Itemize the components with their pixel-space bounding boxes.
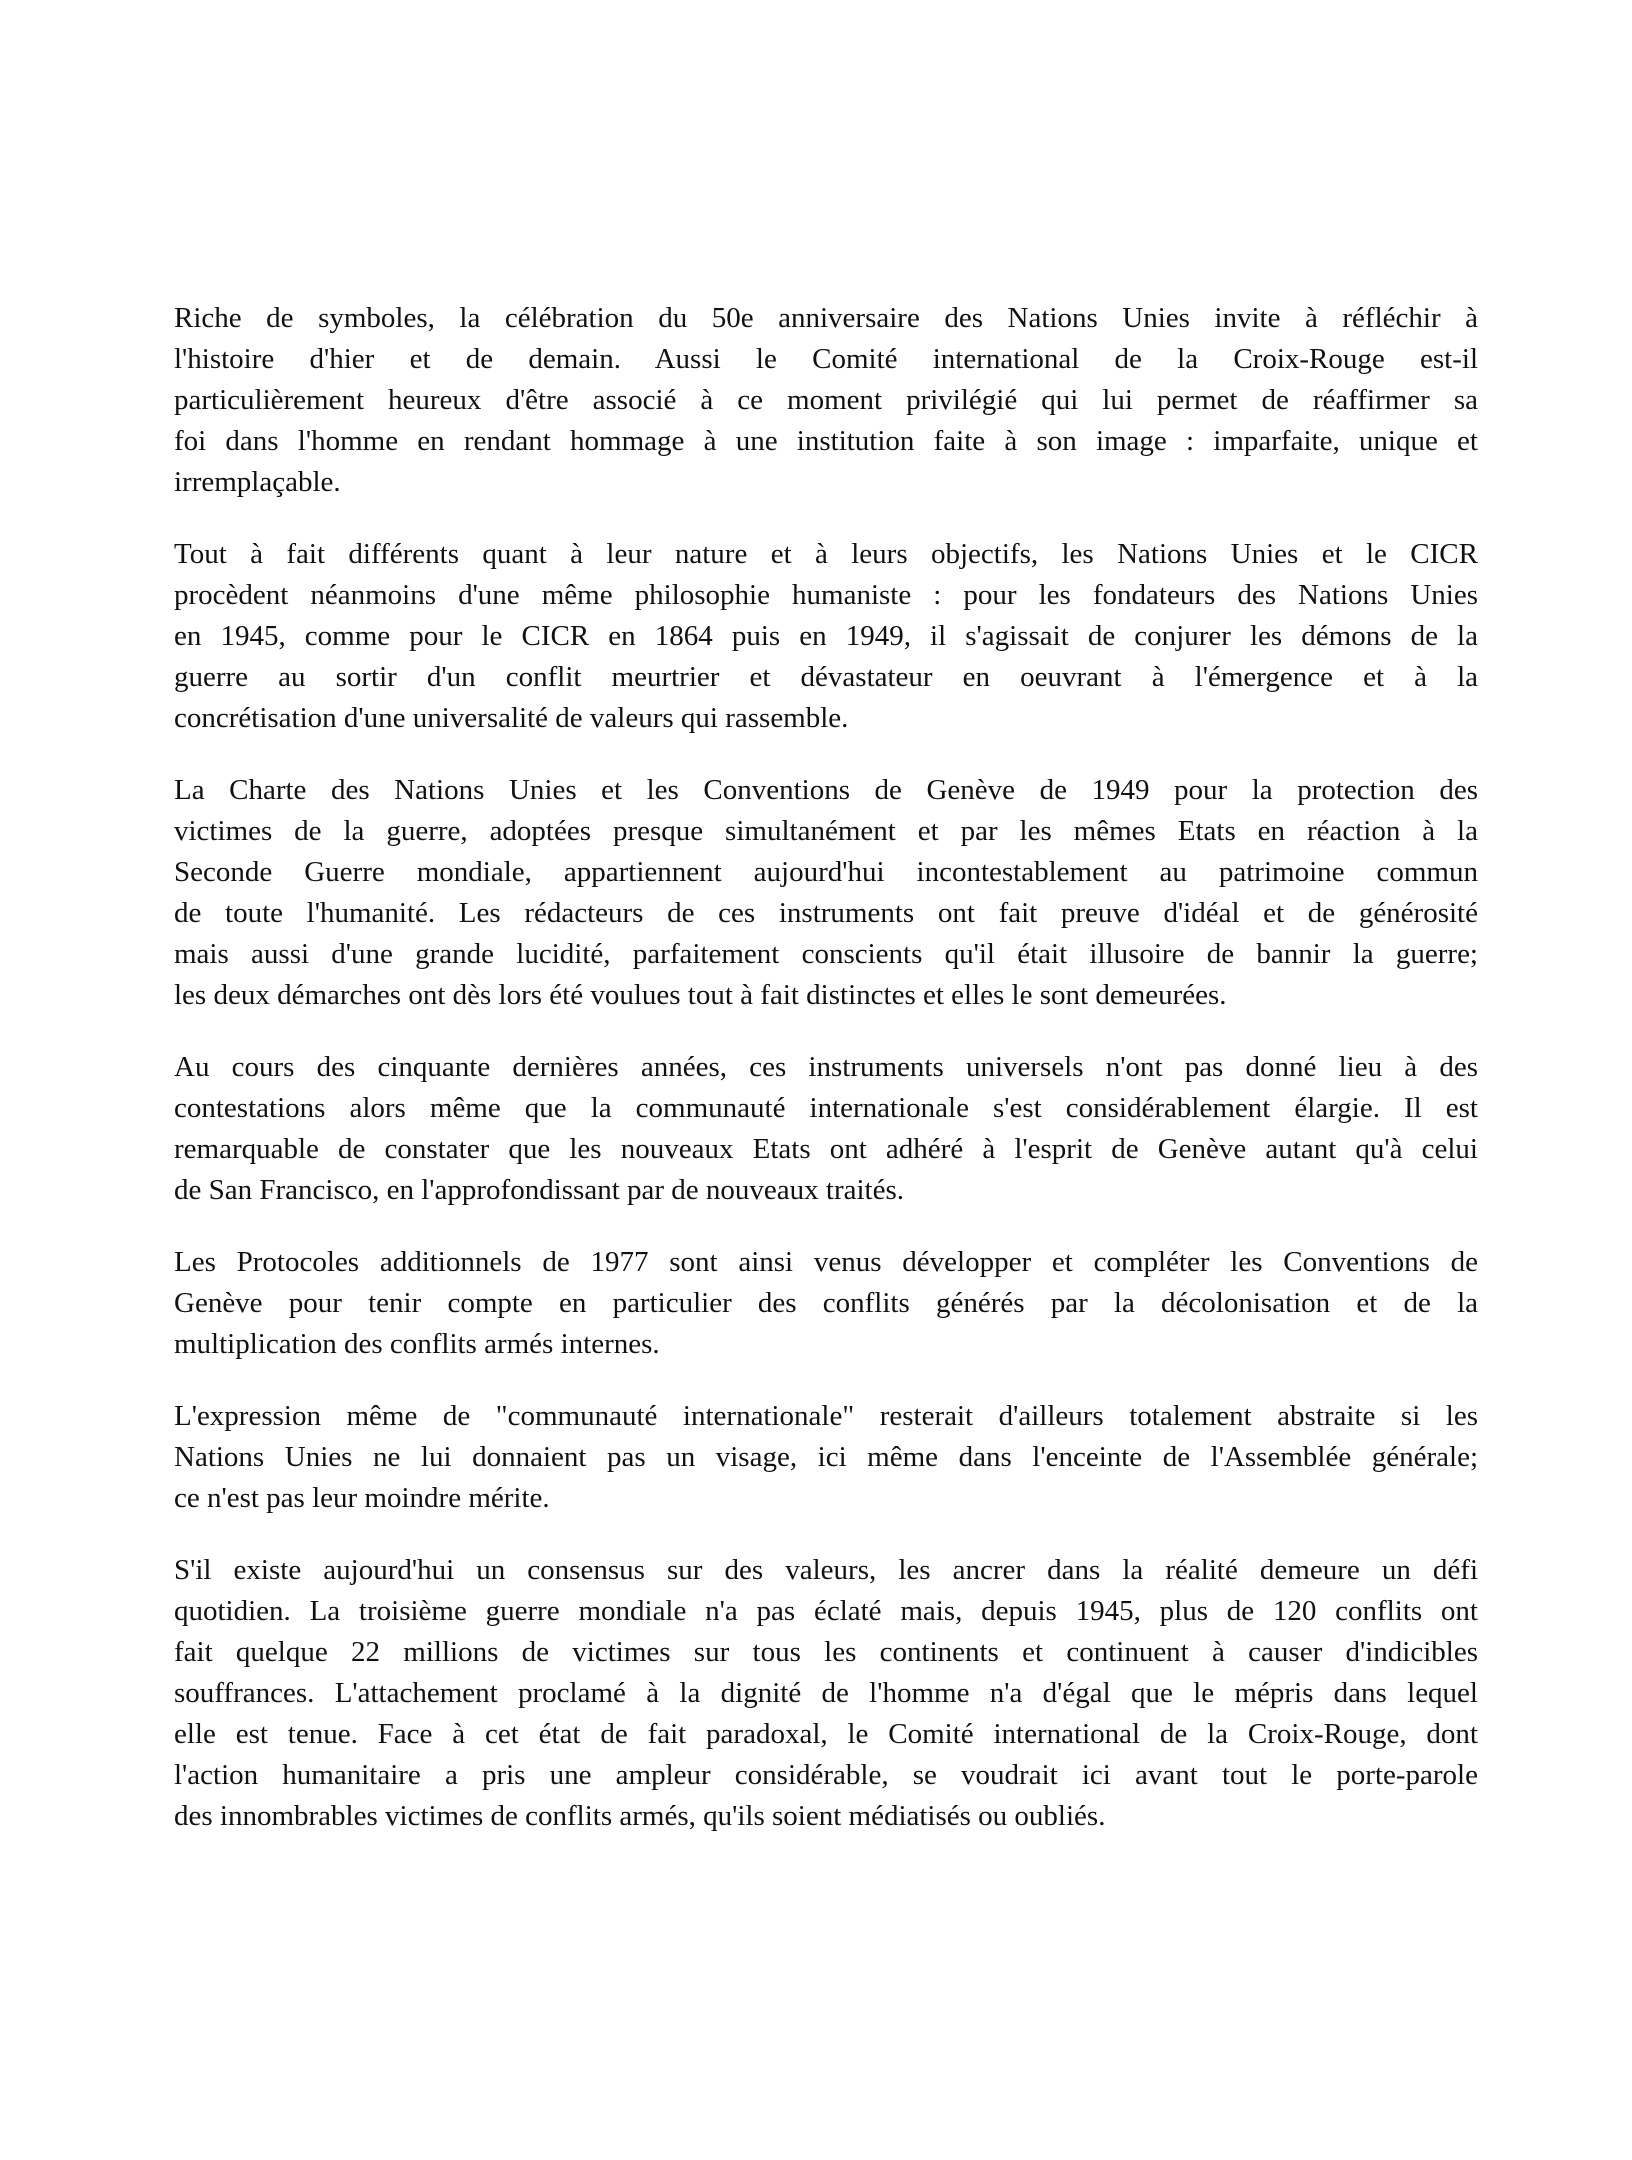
text-line: en 1945, comme pour le CICR en 1864 puis en 1949, il s'agissait de conjurer les démons de la: [174, 620, 1478, 652]
text-line: procèdent néanmoins d'une même philosophie humaniste : pour les fondateurs des Nations Unies: [174, 579, 1478, 611]
text-line: Au cours des cinquante dernières années, ces instruments universels n'ont pas donné lieu à des: [174, 1051, 1478, 1083]
text-line: souffrances. L'attachement proclamé à la dignité de l'homme n'a d'égal que le mépris dans lequel: [174, 1677, 1478, 1709]
text-line: Les Protocoles additionnels de 1977 sont ainsi venus développer et compléter les Conventions de: [174, 1246, 1478, 1278]
text-line: concrétisation d'une universalité de valeurs qui rassemble.: [174, 702, 849, 734]
text-line: irremplaçable.: [174, 466, 341, 498]
text-line: L'expression même de "communauté internationale" resterait d'ailleurs totalement abstraite si les: [174, 1400, 1478, 1432]
text-line: contestations alors même que la communauté internationale s'est considérablement élargie. Il est: [174, 1092, 1478, 1124]
paragraph: [174, 1396, 1478, 1519]
text-line: Tout à fait différents quant à leur nature et à leurs objectifs, les Nations Unies et le CICR: [174, 538, 1478, 570]
text-line: La Charte des Nations Unies et les Conventions de Genève de 1949 pour la protection des: [174, 774, 1478, 806]
text-line: Genève pour tenir compte en particulier des conflits générés par la décolonisation et de la: [174, 1287, 1478, 1319]
text-line: mais aussi d'une grande lucidité, parfaitement conscients qu'il était illusoire de bannir la guerre;: [174, 938, 1478, 970]
paragraph: [174, 298, 1478, 503]
text-line: guerre au sortir d'un conflit meurtrier et dévastateur en oeuvrant à l'émergence et à la: [174, 661, 1478, 693]
text-line: Riche de symboles, la célébration du 50e anniversaire des Nations Unies invite à réfléchir à: [174, 302, 1478, 334]
paragraph: [174, 1242, 1478, 1365]
paragraph: [174, 534, 1478, 739]
text-line: de toute l'humanité. Les rédacteurs de ces instruments ont fait preuve d'idéal et de générosité: [174, 897, 1478, 929]
text-line: l'histoire d'hier et de demain. Aussi le Comité international de la Croix-Rouge est-il: [174, 343, 1478, 375]
text-line: fait quelque 22 millions de victimes sur tous les continents et continuent à causer d'indicibles: [174, 1636, 1478, 1668]
document-body: [174, 298, 1478, 1868]
text-line: remarquable de constater que les nouveaux Etats ont adhéré à l'esprit de Genève autant qu'à celui: [174, 1133, 1478, 1165]
paragraph: [174, 1550, 1478, 1837]
text-line: ce n'est pas leur moindre mérite.: [174, 1482, 550, 1514]
text-line: Nations Unies ne lui donnaient pas un visage, ici même dans l'enceinte de l'Assemblée générale;: [174, 1441, 1478, 1473]
paragraph: [174, 1047, 1478, 1211]
text-line: elle est tenue. Face à cet état de fait paradoxal, le Comité international de la Croix-Rouge, dont: [174, 1718, 1478, 1750]
text-line: de San Francisco, en l'approfondissant par de nouveaux traités.: [174, 1174, 905, 1206]
text-line: les deux démarches ont dès lors été voulues tout à fait distinctes et elles le sont demeurées.: [174, 979, 1227, 1011]
text-line: quotidien. La troisième guerre mondiale n'a pas éclaté mais, depuis 1945, plus de 120 conflits ont: [174, 1595, 1478, 1627]
text-line: l'action humanitaire a pris une ampleur considérable, se voudrait ici avant tout le porte-parole: [174, 1759, 1478, 1791]
text-line: Seconde Guerre mondiale, appartiennent aujourd'hui incontestablement au patrimoine commun: [174, 856, 1478, 888]
text-line: des innombrables victimes de conflits armés, qu'ils soient médiatisés ou oubliés.: [174, 1800, 1106, 1832]
text-line: S'il existe aujourd'hui un consensus sur des valeurs, les ancrer dans la réalité demeure un défi: [174, 1554, 1478, 1586]
paragraph: [174, 770, 1478, 1016]
text-line: victimes de la guerre, adoptées presque simultanément et par les mêmes Etats en réaction à la: [174, 815, 1478, 847]
text-line: particulièrement heureux d'être associé à ce moment privilégié qui lui permet de réaffirmer sa: [174, 384, 1478, 416]
text-line: multiplication des conflits armés internes.: [174, 1328, 660, 1360]
text-line: foi dans l'homme en rendant hommage à une institution faite à son image : imparfaite, unique et: [174, 425, 1478, 457]
